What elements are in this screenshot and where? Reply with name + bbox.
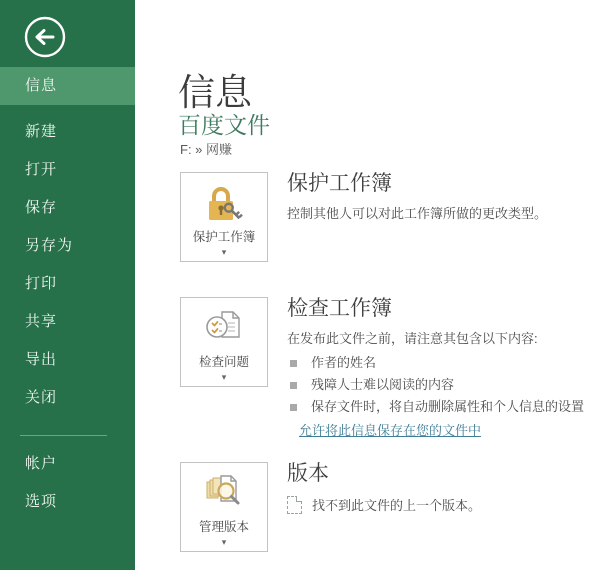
inspect-workbook-section xyxy=(180,297,600,440)
sidebar-menu xyxy=(0,67,135,521)
lock-key-icon xyxy=(204,178,244,224)
version-empty-row xyxy=(287,495,600,514)
sidebar-item-label: 打印 xyxy=(25,275,58,292)
sidebar-item-save-as[interactable] xyxy=(0,227,135,265)
sidebar-item-new[interactable] xyxy=(0,113,135,151)
inspect-bullet-item: 保存文件时，将自动删除属性和个人信息的设置 xyxy=(287,396,600,418)
chevron-down-icon: ▾ xyxy=(221,371,227,382)
manage-versions-button[interactable] xyxy=(180,462,268,552)
sidebar-item-label: 保存 xyxy=(25,199,58,216)
section-intro: 在发布此文件之前，请注意其包含以下内容: xyxy=(287,331,538,347)
document-path: F: » 网赚 xyxy=(180,142,233,157)
sidebar-item-open[interactable] xyxy=(0,151,135,189)
button-label: 管理版本 xyxy=(198,519,249,534)
page-title: 信息 xyxy=(178,71,252,113)
sidebar-item-label: 关闭 xyxy=(25,389,58,406)
sidebar-divider xyxy=(20,435,107,436)
sidebar-item-options[interactable] xyxy=(0,483,135,521)
sidebar-item-share[interactable] xyxy=(0,303,135,341)
sidebar-spacer xyxy=(0,105,135,113)
sidebar-item-export[interactable] xyxy=(0,341,135,379)
sidebar-item-label: 信息 xyxy=(25,77,58,94)
sidebar-item-label: 帐户 xyxy=(25,455,58,472)
versions-section xyxy=(180,462,600,552)
inspect-document-icon xyxy=(204,303,244,349)
document-title: 百度文件 xyxy=(178,112,270,138)
sidebar-item-label: 共享 xyxy=(25,313,58,330)
section-heading: 保护工作簿 xyxy=(287,172,392,195)
backstage-sidebar xyxy=(0,0,135,570)
sidebar-item-close[interactable] xyxy=(0,379,135,417)
back-button[interactable] xyxy=(23,15,67,59)
section-heading: 版本 xyxy=(287,462,329,485)
sidebar-item-save[interactable] xyxy=(0,189,135,227)
check-for-issues-button[interactable] xyxy=(180,297,268,387)
protect-workbook-info xyxy=(287,172,600,262)
inspect-bullet-list xyxy=(287,352,600,418)
sidebar-item-label: 导出 xyxy=(25,351,58,368)
sidebar-item-info[interactable] xyxy=(0,67,135,105)
version-file-icon xyxy=(287,496,302,514)
inspect-workbook-info xyxy=(287,297,600,440)
back-arrow-icon xyxy=(23,46,67,63)
sidebar-item-print[interactable] xyxy=(0,265,135,303)
protect-workbook-section xyxy=(180,172,600,262)
allow-save-info-link[interactable]: 允许将此信息保存在您的文件中 xyxy=(299,423,482,439)
protect-workbook-button[interactable] xyxy=(180,172,268,262)
inspect-bullet-item: 作者的姓名 xyxy=(287,352,600,374)
sidebar-item-label: 选项 xyxy=(25,493,58,510)
versions-info xyxy=(287,462,600,552)
chevron-down-icon: ▾ xyxy=(221,246,227,257)
backstage-info-pane xyxy=(135,0,600,570)
section-description: 控制其他人可以对此工作簿所做的更改类型。 xyxy=(287,206,548,222)
inspect-bullet-item: 残障人士难以阅读的内容 xyxy=(287,374,600,396)
button-label: 检查问题 xyxy=(198,354,249,369)
sidebar-item-label: 另存为 xyxy=(25,237,74,254)
section-heading: 检查工作簿 xyxy=(287,297,392,320)
manage-versions-icon xyxy=(204,468,244,514)
chevron-down-icon: ▾ xyxy=(221,536,227,547)
sidebar-item-label: 打开 xyxy=(25,161,58,178)
sidebar-item-label: 新建 xyxy=(25,123,58,140)
version-empty-text: 找不到此文件的上一个版本。 xyxy=(312,498,482,514)
sidebar-item-account[interactable] xyxy=(0,445,135,483)
button-label: 保护工作簿 xyxy=(192,229,256,244)
